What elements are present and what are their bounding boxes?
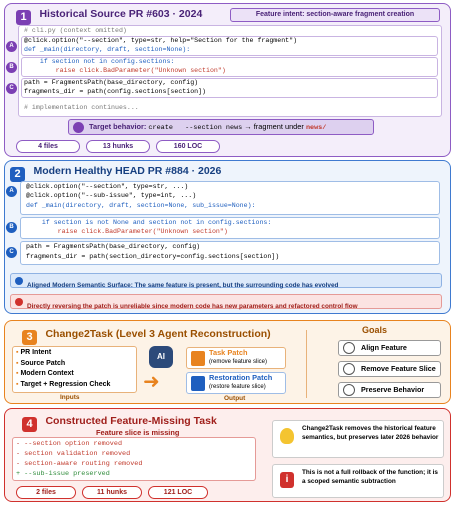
target-dir: news/: [305, 124, 327, 132]
panel2-number: 2: [10, 167, 25, 182]
diff-line-removed: - section-aware routing removed: [16, 460, 143, 468]
code-footer-comment: # implementation continues...: [24, 104, 139, 111]
code-line-c2: fragments_dir = path(config.sections[section]): [24, 88, 207, 95]
panel4-number: 4: [22, 417, 37, 432]
goal-preserve-behavior: Preserve Behavior: [338, 382, 441, 398]
restoration-patch-sub: (restore feature slice): [209, 384, 266, 390]
inputs-label: Inputs: [60, 394, 80, 401]
task-stat-loc: 121 LOC: [148, 486, 208, 499]
info-i-icon: i: [280, 472, 294, 488]
task-stat-files: 2 files: [16, 486, 76, 499]
task-patch-title: Task Patch: [209, 348, 248, 357]
panel4-subtitle: Feature slice is missing: [96, 428, 180, 437]
stat-hunks: 13 hunks: [86, 140, 150, 153]
marker-c: C: [6, 83, 17, 94]
modern-code-b1: if section is not None and section not in config.sections:: [26, 219, 272, 226]
modern-code-a3: def _main(directory, draft, section=None, sub_issue=None):: [26, 202, 256, 209]
task-patch-sub: (remove feature slice): [209, 359, 268, 365]
aligned-note: [10, 273, 442, 288]
input-pr-intent: ▪ PR Intent: [16, 349, 52, 356]
panel1-header: [16, 7, 202, 25]
panel1-title: Historical Source PR #603 · 2024: [39, 8, 203, 20]
goal-align-feature: Align Feature: [338, 340, 441, 356]
lightbulb-icon: [280, 428, 294, 444]
target-icon: [73, 122, 84, 133]
target-behavior-box: [68, 119, 374, 135]
marker-b: B: [6, 62, 17, 73]
modern-marker-c: C: [6, 247, 17, 258]
code-line-c1: path = FragmentsPath(base_directory, config): [24, 79, 199, 86]
modern-code-b2: raise click.BadParameter("Unknown section"): [26, 228, 228, 235]
panel3-header: [22, 327, 271, 345]
panel2-header: [10, 164, 221, 182]
input-list: [16, 348, 110, 390]
restoration-patch-icon: [191, 376, 205, 391]
goal-remove-slice: Remove Feature Slice: [338, 361, 441, 377]
code-line-b1: if section not in config.sections:: [24, 58, 175, 65]
panel3-number: 3: [22, 330, 37, 345]
modern-marker-b: B: [6, 222, 17, 233]
aligned-note-text: Aligned Modern Semantic Surface: The same feature is present, but the surrounding code has evolved: [27, 282, 339, 289]
shield-icon: [343, 384, 355, 396]
warning-note-text: Directly reversing the patch is unreliable since modern code has new parameters and refactored control flow: [27, 303, 358, 310]
ai-agent-icon: AI: [149, 346, 173, 368]
scissors-icon: [343, 363, 355, 375]
code-line: [24, 46, 190, 55]
note-rollback-text: This is not a full rollback of the function; it is a scoped semantic subtraction: [302, 469, 438, 485]
code-header-comment: # cli.py (context omitted): [24, 27, 127, 34]
stat-loc: 160 LOC: [156, 140, 220, 153]
code-line: [24, 37, 297, 46]
diff-line-added: + --sub-issue preserved: [16, 470, 110, 478]
modern-code-a2: @click.option("--sub-issue", type=int, ...): [26, 192, 197, 199]
target-label: Target behavior:: [89, 122, 147, 131]
restoration-patch-title: Restoration Patch: [209, 373, 273, 382]
stat-files: 4 files: [16, 140, 80, 153]
goals-divider: [306, 330, 307, 398]
task-patch-icon: [191, 351, 205, 366]
diff-line-removed: - --section option removed: [16, 440, 123, 448]
code-line-b2: raise click.BadParameter("Unknown section"): [24, 67, 226, 74]
input-source-patch: ▪ Source Patch: [16, 359, 66, 367]
code-line-a2: def _main(directory, draft, section=None):: [24, 46, 191, 53]
info-icon: [15, 277, 23, 285]
modern-marker-a: A: [6, 186, 17, 197]
target-command: create --section news: [148, 124, 243, 132]
task-stat-hunks: 11 hunks: [82, 486, 142, 499]
marker-a: A: [6, 41, 17, 52]
panel1-number: 1: [16, 10, 31, 25]
target-result: → fragment under: [244, 122, 304, 131]
panel3-title: Change2Task (Level 3 Agent Reconstruction): [45, 328, 271, 340]
output-restoration-patch: [186, 372, 286, 394]
modern-code-a1: @click.option("--section", type=str, ...): [26, 183, 189, 190]
input-target-regression: ▪ Target + Regression Check: [16, 380, 111, 388]
modern-code-c2: fragments_dir = path(section_directory=config.sections[section]): [26, 253, 280, 260]
output-task-patch: [186, 347, 286, 369]
warning-icon: [15, 298, 23, 306]
modern-code-c1: path = FragmentsPath(base_directory, config): [26, 243, 201, 250]
arrow-icon: ➜: [143, 371, 160, 393]
feature-intent-badge: Feature intent: section-aware fragment creation: [230, 8, 440, 22]
diff-line-removed: - section validation removed: [16, 450, 131, 458]
code-line-a1: @click.option("--section", type=str, help="Section for the fragment"): [24, 37, 298, 44]
output-label: Output: [224, 395, 246, 402]
panel4-title: Constructed Feature-Missing Task: [45, 415, 217, 427]
input-modern-context: ▪ Modern Context: [16, 370, 74, 377]
panel2-title: Modern Healthy HEAD PR #884 · 2026: [33, 165, 222, 177]
warning-note: [10, 294, 442, 309]
note-semantics-text: Change2Task removes the historical feature semantics, but preserves later 2026 behavior: [302, 425, 439, 441]
goals-title: Goals: [362, 325, 388, 335]
target-goal-icon: [343, 342, 355, 354]
